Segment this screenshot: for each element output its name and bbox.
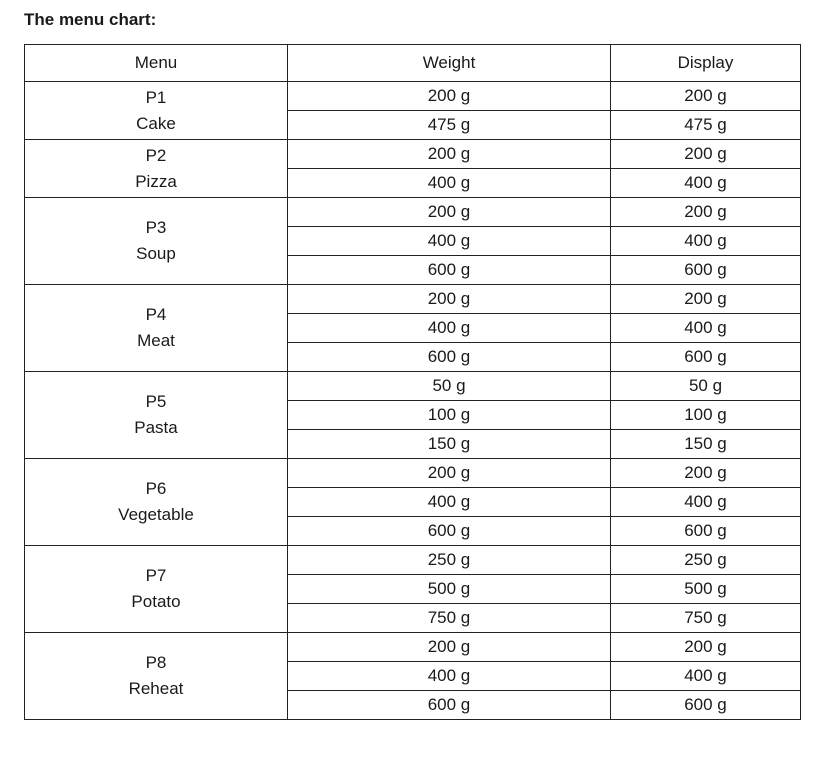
display-cell: 600 g — [611, 517, 801, 546]
program-code: P8 — [145, 653, 167, 672]
display-cell: 200 g — [611, 82, 801, 111]
weight-cell: 200 g — [288, 285, 611, 314]
weight-cell: 400 g — [288, 169, 611, 198]
program-name: Cake — [136, 113, 176, 133]
weight-cell: 200 g — [288, 140, 611, 169]
menu-chart-table — [24, 44, 801, 720]
weight-cell: 600 g — [288, 256, 611, 285]
program-cell — [25, 633, 288, 720]
table-row — [25, 633, 801, 662]
weight-cell: 475 g — [288, 111, 611, 140]
program-cell — [25, 546, 288, 633]
display-cell: 200 g — [611, 633, 801, 662]
display-cell: 475 g — [611, 111, 801, 140]
display-cell: 200 g — [611, 459, 801, 488]
weight-cell: 400 g — [288, 488, 611, 517]
display-cell: 600 g — [611, 343, 801, 372]
weight-cell: 200 g — [288, 82, 611, 111]
program-name: Meat — [137, 331, 175, 350]
display-cell: 400 g — [611, 662, 801, 691]
weight-cell: 200 g — [288, 633, 611, 662]
display-cell: 400 g — [611, 169, 801, 198]
program-code: P3 — [145, 218, 167, 237]
program-cell — [25, 372, 288, 459]
display-cell: 750 g — [611, 604, 801, 633]
table-row — [25, 459, 801, 488]
program-name: Potato — [131, 592, 181, 611]
program-name: Vegetable — [118, 505, 194, 524]
table-row — [25, 82, 801, 111]
display-cell: 500 g — [611, 575, 801, 604]
weight-cell: 50 g — [288, 372, 611, 401]
weight-cell: 150 g — [288, 430, 611, 459]
table-row — [25, 372, 801, 401]
program-code: P4 — [145, 305, 167, 324]
weight-cell: 400 g — [288, 314, 611, 343]
weight-cell: 200 g — [288, 459, 611, 488]
weight-cell: 600 g — [288, 517, 611, 546]
table-row — [25, 546, 801, 575]
program-name: Pasta — [134, 418, 178, 437]
program-code: P7 — [145, 566, 167, 585]
weight-cell: 400 g — [288, 662, 611, 691]
display-cell: 600 g — [611, 256, 801, 285]
header-row — [25, 45, 801, 82]
program-name: Soup — [136, 244, 176, 263]
weight-header: Weight — [288, 45, 611, 82]
table-row — [25, 198, 801, 227]
display-cell: 200 g — [611, 140, 801, 169]
weight-cell: 400 g — [288, 227, 611, 256]
program-cell — [25, 198, 288, 285]
display-cell: 150 g — [611, 430, 801, 459]
display-header: Display — [611, 45, 801, 82]
weight-cell: 200 g — [288, 198, 611, 227]
display-cell: 250 g — [611, 546, 801, 575]
program-code: P5 — [145, 392, 167, 411]
weight-cell: 250 g — [288, 546, 611, 575]
display-cell: 100 g — [611, 401, 801, 430]
program-cell — [25, 459, 288, 546]
program-cell — [25, 82, 288, 140]
display-cell: 200 g — [611, 198, 801, 227]
weight-cell: 500 g — [288, 575, 611, 604]
program-code: P1 — [145, 87, 167, 107]
weight-cell: 100 g — [288, 401, 611, 430]
display-cell: 400 g — [611, 488, 801, 517]
weight-cell: 750 g — [288, 604, 611, 633]
program-code: P2 — [145, 145, 167, 165]
display-cell: 50 g — [611, 372, 801, 401]
weight-cell: 600 g — [288, 691, 611, 720]
program-cell — [25, 285, 288, 372]
program-name: Pizza — [135, 171, 177, 191]
display-cell: 200 g — [611, 285, 801, 314]
menu-body — [25, 82, 801, 720]
table-row — [25, 285, 801, 314]
program-code: P6 — [145, 479, 167, 498]
display-cell: 400 g — [611, 227, 801, 256]
table-row — [25, 140, 801, 169]
page-title: The menu chart: — [24, 10, 157, 29]
program-name: Reheat — [128, 679, 184, 698]
menu-header: Menu — [25, 45, 288, 82]
display-cell: 400 g — [611, 314, 801, 343]
display-cell: 600 g — [611, 691, 801, 720]
program-cell — [25, 140, 288, 198]
weight-cell: 600 g — [288, 343, 611, 372]
